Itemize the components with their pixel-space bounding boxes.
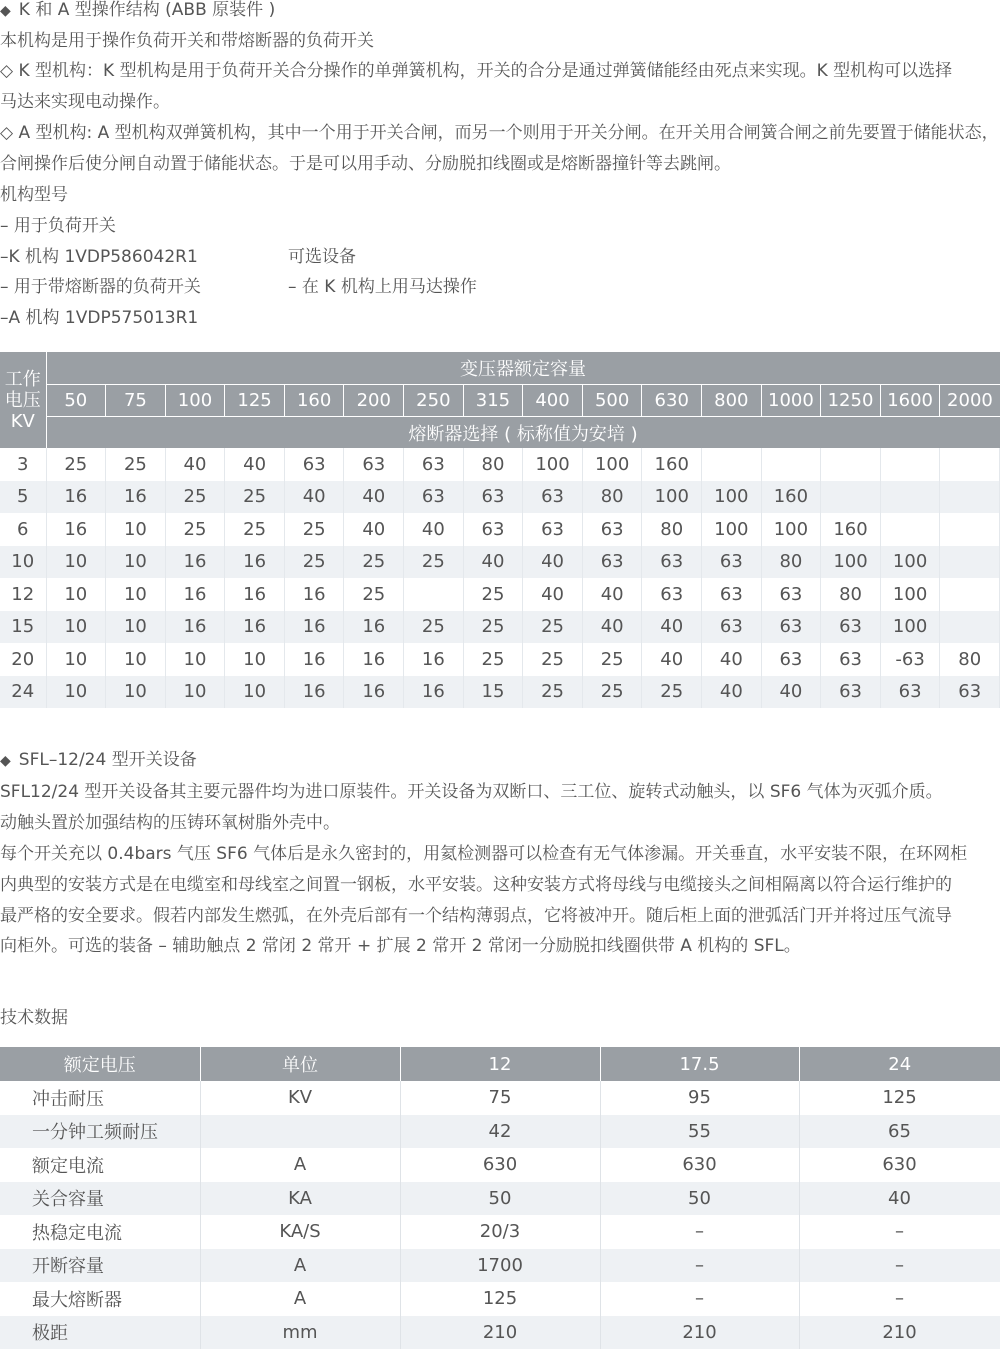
fuse-rating-cell: 63: [344, 448, 404, 481]
fuse-rating-cell: 63: [821, 676, 881, 709]
fuse-rating-cell: 25: [46, 448, 106, 481]
fuse-rating-cell: 40: [582, 578, 642, 611]
fuse-rating-cell: 40: [463, 546, 523, 579]
fuse-table-row: [0, 611, 1000, 644]
fuse-rating-cell: 10: [106, 611, 166, 644]
sfl-paragraph-2-line-3: 最严格的安全要求。假若内部发生燃弧，在外壳后部有一个结构薄弱点，它将被冲开。随后柜上面的泄弧活门开并将过压气流导: [0, 902, 952, 930]
fuse-rating-cell: -63: [880, 643, 940, 676]
voltage-cell: 10: [0, 546, 46, 579]
fuse-rating-cell: 100: [642, 481, 702, 514]
fuse-rating-cell: 63: [582, 513, 642, 546]
fuse-rating-cell: 25: [284, 513, 344, 546]
value-cell: 630: [400, 1148, 600, 1182]
fuse-rating-cell: [880, 481, 940, 514]
parameter-name-cell: 冲击耐压: [0, 1081, 200, 1115]
fuse-rating-cell: 40: [344, 481, 404, 514]
fuse-rating-cell: 16: [225, 578, 285, 611]
tech-table-row: [0, 1148, 1000, 1182]
fuse-rating-cell: 16: [284, 643, 344, 676]
parameter-name-cell: 热稳定电流: [0, 1215, 200, 1249]
fuse-rating-cell: 16: [165, 546, 225, 579]
capacity-cell: 315: [463, 385, 523, 417]
fuse-rating-cell: 80: [463, 448, 523, 481]
fuse-rating-cell: 40: [523, 578, 583, 611]
fuse-rating-cell: 100: [821, 546, 881, 579]
fuse-table-row: [0, 643, 1000, 676]
fuse-rating-cell: 100: [523, 448, 583, 481]
voltage-cell: 12: [0, 578, 46, 611]
parameter-name-cell: 额定电流: [0, 1148, 200, 1182]
fuse-rating-cell: 63: [761, 643, 821, 676]
option-title: 可选设备: [288, 243, 356, 271]
fuse-rating-cell: 80: [821, 578, 881, 611]
tech-table-row: [0, 1215, 1000, 1249]
value-cell: 125: [799, 1081, 1000, 1115]
value-cell: 65: [799, 1115, 1000, 1149]
fuse-rating-cell: 80: [582, 481, 642, 514]
value-cell: –: [600, 1249, 799, 1283]
fuse-rating-cell: 63: [284, 448, 344, 481]
fuse-rating-cell: 63: [463, 513, 523, 546]
tech-table-row: [0, 1282, 1000, 1316]
capacity-cell: 1600: [880, 385, 940, 417]
fuse-rating-cell: [821, 448, 881, 481]
voltage-header: [0, 352, 46, 448]
voltage-header-line-1: 工作: [0, 369, 46, 390]
fuse-rating-cell: 25: [225, 513, 285, 546]
diamond-bullet-icon: ◆: [0, 3, 11, 19]
fuse-rating-cell: 10: [106, 546, 166, 579]
fuse-rating-cell: 16: [344, 643, 404, 676]
fuse-rating-cell: [880, 513, 940, 546]
fuse-rating-cell: 25: [404, 611, 464, 644]
tech-table-row: [0, 1081, 1000, 1115]
fuse-rating-cell: 63: [404, 448, 464, 481]
parameter-name-cell: 最大熔断器: [0, 1282, 200, 1316]
unit-cell: A: [200, 1249, 400, 1283]
fuse-rating-cell: [940, 448, 1000, 481]
fuse-table-row: [0, 481, 1000, 514]
value-cell: –: [600, 1282, 799, 1316]
fuse-rating-cell: 40: [404, 513, 464, 546]
capacity-cell: 1250: [821, 385, 881, 417]
fuse-rating-cell: 25: [523, 643, 583, 676]
fuse-rating-cell: 40: [582, 611, 642, 644]
tech-header-cell: 17.5: [600, 1047, 799, 1081]
unit-cell: KV: [200, 1081, 400, 1115]
capacity-values-row: [0, 385, 1000, 417]
sfl-paragraph-1-line-1: SFL12/24 型开关设备其主要元器件均为进口原装件。开关设备为双断口、三工位、旋转式动触头，以 SF6 气体为灭弧介质。: [0, 778, 943, 806]
fuse-rating-cell: [940, 578, 1000, 611]
a-mechanism-text-1: ◇ A 型机构: A 型机构双弹簧机构，其中一个用于开关合闸，而另一个则用于开关分闸。在开关用合闸簧合闸之前先要置于储能状态，: [0, 119, 999, 147]
fuse-sub-header: 熔断器选择 ( 标称值为安培 ): [46, 417, 1000, 449]
fuse-rating-cell: 100: [880, 578, 940, 611]
tech-header-cell: 24: [799, 1047, 1000, 1081]
fuse-rating-cell: 160: [761, 481, 821, 514]
fuse-table-row: [0, 546, 1000, 579]
tech-header-cell: 12: [400, 1047, 600, 1081]
value-cell: –: [799, 1215, 1000, 1249]
fuse-rating-cell: 63: [761, 578, 821, 611]
fuse-rating-cell: 80: [761, 546, 821, 579]
fuse-rating-cell: 25: [344, 546, 404, 579]
fuse-rating-cell: 63: [642, 578, 702, 611]
a-mechanism-text-2: 合闸操作后使分闸自动置于储能状态。于是可以用手动、分励脱扣线圈或是熔断器撞针等去跳闸。: [0, 150, 731, 178]
fuse-rating-cell: 16: [46, 513, 106, 546]
capacity-cell: 125: [225, 385, 285, 417]
sfl-paragraph-2-line-1: 每个开关充以 0.4bars 气压 SF6 气体后是永久密封的，用氦检测器可以检查有无气体渗漏。开关垂直，水平安装不限，在环网柜: [0, 840, 967, 868]
fuse-rating-cell: 25: [523, 676, 583, 709]
fuse-table-row: [0, 578, 1000, 611]
fuse-rating-cell: 40: [642, 643, 702, 676]
option-line-1: – 在 K 机构上用马达操作: [288, 273, 477, 301]
value-cell: 630: [799, 1148, 1000, 1182]
fuse-rating-cell: 63: [523, 481, 583, 514]
section2-title: SFL–12/24 型开关设备: [19, 750, 197, 770]
value-cell: 50: [400, 1182, 600, 1216]
fuse-rating-cell: 25: [582, 676, 642, 709]
sfl-paragraph-2-line-2: 内典型的安装方式是在电缆室和母线室之间置一钢板，水平安装。这种安装方式将母线与电缆接头之间相隔离以符合运行维护的: [0, 871, 952, 899]
section1-title: K 和 A 型操作结构 (ABB 原装件 ): [19, 0, 275, 20]
fuse-rating-cell: 10: [106, 676, 166, 709]
fuse-rating-cell: 40: [761, 676, 821, 709]
unit-cell: KA: [200, 1182, 400, 1216]
fuse-rating-cell: 16: [165, 578, 225, 611]
fuse-rating-cell: 63: [821, 611, 881, 644]
fuse-selection-table: [0, 352, 1000, 708]
fuse-rating-cell: 10: [165, 676, 225, 709]
fuse-rating-cell: 160: [642, 448, 702, 481]
fuse-rating-cell: 63: [821, 643, 881, 676]
fuse-rating-cell: 10: [46, 578, 106, 611]
capacity-cell: 400: [523, 385, 583, 417]
fuse-rating-cell: 25: [463, 643, 523, 676]
fuse-rating-cell: 25: [165, 513, 225, 546]
value-cell: –: [799, 1282, 1000, 1316]
fuse-rating-cell: 63: [642, 546, 702, 579]
value-cell: 42: [400, 1115, 600, 1149]
voltage-header-line-2: 电压: [0, 390, 46, 411]
fuse-table-row: [0, 676, 1000, 709]
unit-cell: KA/S: [200, 1215, 400, 1249]
fuse-rating-cell: [940, 513, 1000, 546]
fuse-rating-cell: [761, 448, 821, 481]
fuse-rating-cell: 100: [582, 448, 642, 481]
fuse-rating-cell: 16: [165, 611, 225, 644]
fuse-rating-cell: 63: [582, 546, 642, 579]
value-cell: 1700: [400, 1249, 600, 1283]
capacity-cell: 75: [106, 385, 166, 417]
fuse-rating-cell: 16: [284, 676, 344, 709]
tech-table-row: [0, 1316, 1000, 1349]
fuse-rating-cell: 16: [225, 611, 285, 644]
fuse-rating-cell: 100: [702, 513, 762, 546]
fuse-rating-cell: 25: [463, 578, 523, 611]
fuse-rating-cell: 16: [225, 546, 285, 579]
fuse-rating-cell: 63: [404, 481, 464, 514]
capacity-cell: 2000: [940, 385, 1000, 417]
fuse-rating-cell: 80: [940, 643, 1000, 676]
fuse-table-row: [0, 513, 1000, 546]
section1-heading: [0, 0, 275, 24]
capacity-cell: 800: [702, 385, 762, 417]
fuse-table-body: [0, 448, 1000, 708]
capacity-cell: 50: [46, 385, 106, 417]
model-line-1: – 用于负荷开关: [0, 212, 116, 240]
fuse-rating-cell: 63: [702, 611, 762, 644]
fuse-rating-cell: 160: [821, 513, 881, 546]
value-cell: 125: [400, 1282, 600, 1316]
capacity-cell: 100: [165, 385, 225, 417]
fuse-rating-cell: [821, 481, 881, 514]
fuse-rating-cell: 100: [702, 481, 762, 514]
capacity-cell: 200: [344, 385, 404, 417]
parameter-name-cell: 开断容量: [0, 1249, 200, 1283]
voltage-cell: 6: [0, 513, 46, 546]
value-cell: 75: [400, 1081, 600, 1115]
tech-table-row: [0, 1115, 1000, 1149]
value-cell: 210: [600, 1316, 799, 1349]
fuse-rating-cell: [880, 448, 940, 481]
sfl-paragraph-1-line-2: 动触头置於加强结构的压铸环氧树脂外壳中。: [0, 809, 340, 837]
fuse-rating-cell: 10: [46, 546, 106, 579]
value-cell: 95: [600, 1081, 799, 1115]
tech-table-row: [0, 1249, 1000, 1283]
fuse-rating-cell: 10: [46, 643, 106, 676]
model-line-2: –K 机构 1VDP586042R1: [0, 243, 198, 271]
parameter-name-cell: 关合容量: [0, 1182, 200, 1216]
k-mechanism-text-1: ◇ K 型机构：K 型机构是用于负荷开关合分操作的单弹簧机构，开关的合分是通过弹簧储能经由死点来实现。K 型机构可以选择: [0, 57, 952, 85]
fuse-rating-cell: 40: [702, 643, 762, 676]
fuse-rating-cell: 40: [165, 448, 225, 481]
value-cell: 40: [799, 1182, 1000, 1216]
fuse-rating-cell: 63: [940, 676, 1000, 709]
fuse-rating-cell: [702, 448, 762, 481]
voltage-cell: 24: [0, 676, 46, 709]
fuse-rating-cell: [940, 546, 1000, 579]
fuse-rating-cell: 63: [880, 676, 940, 709]
fuse-rating-cell: 15: [463, 676, 523, 709]
fuse-rating-cell: 25: [582, 643, 642, 676]
fuse-rating-cell: 63: [463, 481, 523, 514]
fuse-rating-cell: 40: [225, 448, 285, 481]
fuse-rating-cell: 25: [225, 481, 285, 514]
k-mechanism-text-2: 马达来实现电动操作。: [0, 88, 170, 116]
fuse-rating-cell: 63: [523, 513, 583, 546]
capacity-cell: 630: [642, 385, 702, 417]
section2-heading: [0, 746, 197, 774]
fuse-rating-cell: 16: [404, 676, 464, 709]
fuse-rating-cell: 10: [106, 578, 166, 611]
fuse-rating-cell: 100: [880, 611, 940, 644]
tech-header-cell: 单位: [200, 1047, 400, 1081]
sfl-paragraph-2-line-4: 向柜外。可选的装备 – 辅助触点 2 常闭 2 常开 + 扩展 2 常开 2 常闭一分励脱扣线圈供带 A 机构的 SFL。: [0, 932, 801, 960]
capacity-cell: 160: [284, 385, 344, 417]
fuse-rating-cell: 25: [284, 546, 344, 579]
fuse-rating-cell: 10: [165, 643, 225, 676]
capacity-cell: 250: [404, 385, 464, 417]
parameter-name-cell: 一分钟工频耐压: [0, 1115, 200, 1149]
fuse-rating-cell: 25: [523, 611, 583, 644]
fuse-rating-cell: 16: [344, 676, 404, 709]
fuse-rating-cell: 40: [702, 676, 762, 709]
fuse-rating-cell: 25: [404, 546, 464, 579]
fuse-rating-cell: 10: [46, 611, 106, 644]
value-cell: 630: [600, 1148, 799, 1182]
fuse-rating-cell: 80: [642, 513, 702, 546]
voltage-cell: 15: [0, 611, 46, 644]
unit-cell: mm: [200, 1316, 400, 1349]
fuse-rating-cell: 16: [344, 611, 404, 644]
voltage-cell: 5: [0, 481, 46, 514]
tech-table-row: [0, 1182, 1000, 1216]
fuse-rating-cell: 10: [225, 643, 285, 676]
tech-data-table: [0, 1047, 1000, 1349]
fuse-rating-cell: 25: [165, 481, 225, 514]
capacity-cell: 500: [582, 385, 642, 417]
tech-table-body: [0, 1081, 1000, 1349]
voltage-header-line-3: KV: [0, 411, 46, 432]
fuse-rating-cell: 10: [106, 643, 166, 676]
fuse-table-row: [0, 448, 1000, 481]
fuse-rating-cell: 25: [642, 676, 702, 709]
fuse-rating-cell: 25: [344, 578, 404, 611]
fuse-rating-cell: 63: [702, 578, 762, 611]
capacity-header: 变压器额定容量: [46, 352, 1000, 385]
fuse-rating-cell: 40: [642, 611, 702, 644]
fuse-rating-cell: 10: [46, 676, 106, 709]
fuse-rating-cell: 25: [463, 611, 523, 644]
fuse-rating-cell: 40: [523, 546, 583, 579]
fuse-rating-cell: 10: [106, 513, 166, 546]
model-line-3: – 用于带熔断器的负荷开关: [0, 273, 201, 301]
tech-header-cell: 额定电压: [0, 1047, 200, 1081]
fuse-rating-cell: 63: [761, 611, 821, 644]
fuse-rating-cell: 16: [404, 643, 464, 676]
models-title: 机构型号: [0, 181, 68, 209]
fuse-rating-cell: 16: [46, 481, 106, 514]
value-cell: 20/3: [400, 1215, 600, 1249]
value-cell: –: [600, 1215, 799, 1249]
fuse-rating-cell: 40: [284, 481, 344, 514]
fuse-rating-cell: 16: [284, 578, 344, 611]
fuse-rating-cell: 16: [106, 481, 166, 514]
fuse-rating-cell: 100: [880, 546, 940, 579]
value-cell: 55: [600, 1115, 799, 1149]
fuse-rating-cell: 40: [344, 513, 404, 546]
fuse-rating-cell: 10: [225, 676, 285, 709]
capacity-cell: 1000: [761, 385, 821, 417]
value-cell: –: [799, 1249, 1000, 1283]
fuse-rating-cell: [940, 611, 1000, 644]
voltage-cell: 3: [0, 448, 46, 481]
fuse-rating-cell: 16: [284, 611, 344, 644]
parameter-name-cell: 极距: [0, 1316, 200, 1349]
fuse-rating-cell: [940, 481, 1000, 514]
section1-intro: 本机构是用于操作负荷开关和带熔断器的负荷开关: [0, 27, 374, 55]
fuse-rating-cell: 25: [106, 448, 166, 481]
model-line-4: –A 机构 1VDP575013R1: [0, 304, 198, 332]
unit-cell: A: [200, 1148, 400, 1182]
voltage-cell: 20: [0, 643, 46, 676]
diamond-bullet-icon: ◆: [0, 753, 11, 769]
value-cell: 210: [400, 1316, 600, 1349]
unit-cell: A: [200, 1282, 400, 1316]
value-cell: 210: [799, 1316, 1000, 1349]
unit-cell: [200, 1115, 400, 1149]
tech-data-title: 技术数据: [0, 1004, 68, 1032]
tech-header-row: [0, 1047, 1000, 1081]
fuse-rating-cell: 63: [702, 546, 762, 579]
value-cell: 50: [600, 1182, 799, 1216]
fuse-rating-cell: [404, 578, 464, 611]
fuse-rating-cell: 100: [761, 513, 821, 546]
